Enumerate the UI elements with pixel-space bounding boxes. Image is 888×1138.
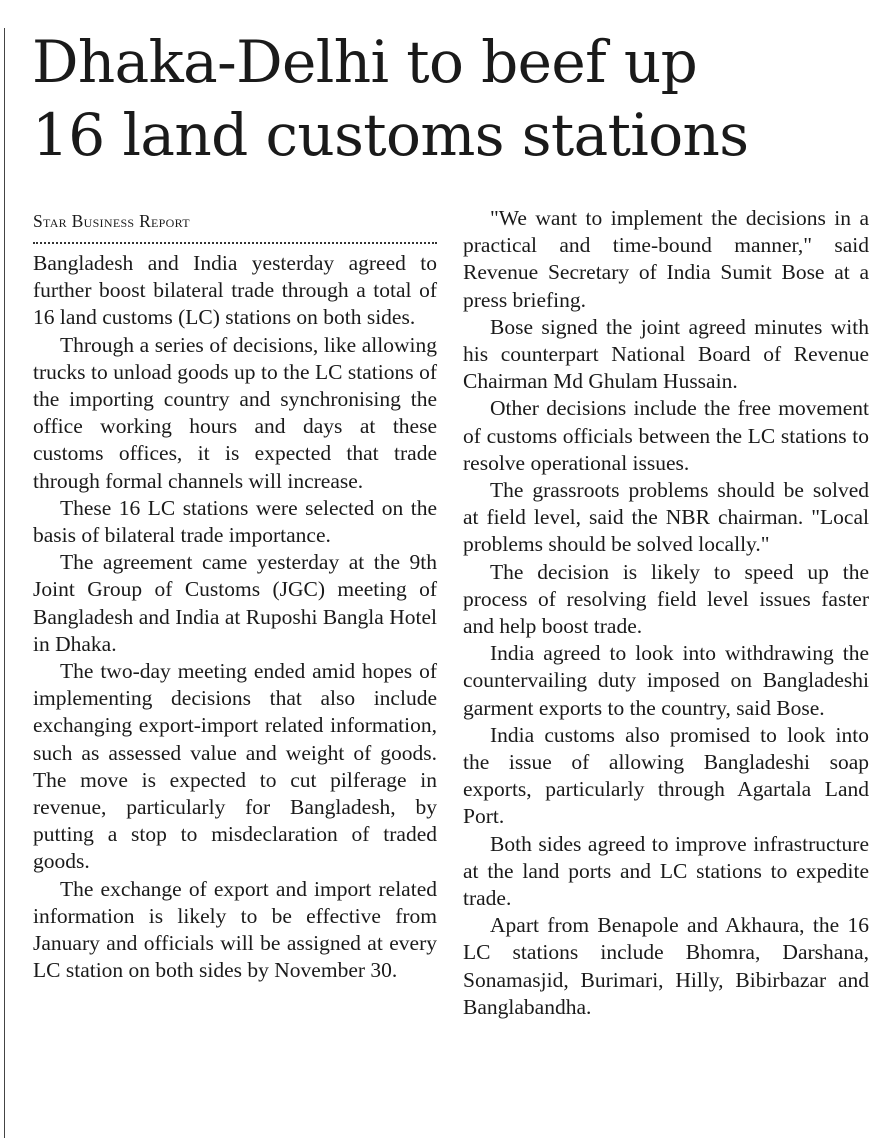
paragraph: The grassroots problems should be solved at field level, said the NBR chairman. "Local problems should be solved locally." bbox=[463, 478, 869, 557]
paragraph: Bangladesh and India yesterday agreed to further boost bilateral trade through a total of 16 land customs (LC) stations on both sides. bbox=[33, 251, 437, 330]
paragraph: Bose signed the joint agreed minutes with his counterpart National Board of Revenue Chairman Md Ghulam Hussain. bbox=[463, 314, 869, 394]
headline-line-1: Dhaka-Delhi to beef up bbox=[32, 28, 698, 96]
paragraph: India customs also promised to look into the issue of allowing Bangladeshi soap exports, particularly through Agartala Land Port. bbox=[463, 722, 869, 829]
byline: Star Business Report bbox=[33, 211, 190, 231]
headline bbox=[32, 26, 872, 172]
paragraph: India agreed to look into withdrawing the countervailing duty imposed on Bangladeshi garment exports to the country, said Bose. bbox=[463, 641, 869, 720]
paragraph: The two-day meeting ended amid hopes of implementing decisions that also include exchanging export-import related information, such as assessed value and weight of goods. The move is expected to cut pilferage in revenue, particularly for Bangladesh, by putting a stop to misdeclaration of traded goods. bbox=[33, 659, 437, 874]
paragraph: These 16 LC stations were selected on the basis of bilateral trade importance. bbox=[33, 495, 437, 548]
left-column bbox=[33, 208, 437, 984]
paragraph: Both sides agreed to improve infrastructure at the land ports and LC stations to expedite trade. bbox=[463, 831, 869, 911]
right-column bbox=[463, 205, 869, 1021]
paragraph: The exchange of export and import related information is likely to be effective from January and officials will be assigned at every LC station on both sides by November 30. bbox=[33, 876, 437, 983]
paragraph: The decision is likely to speed up the process of resolving field level issues faster and help boost trade. bbox=[463, 559, 869, 639]
paragraph: Other decisions include the free movement of customs officials between the LC stations to resolve operational issues. bbox=[463, 396, 869, 475]
paragraph: Apart from Benapole and Akhaura, the 16 LC stations include Bhomra, Darshana, Sonamasjid, Burimari, Hilly, Bibirbazar and Banglabandha. bbox=[463, 913, 869, 1019]
paragraph: "We want to implement the decisions in a practical and time-bound manner," said Revenue Secretary of India Sumit Bose at a press briefing. bbox=[463, 206, 869, 312]
column-rule bbox=[4, 28, 5, 1138]
paragraph: The agreement came yesterday at the 9th Joint Group of Customs (JGC) meeting of Bangladesh and India at Ruposhi Bangla Hotel in Dhaka. bbox=[33, 550, 437, 656]
byline-divider bbox=[33, 242, 437, 246]
paragraph: Through a series of decisions, like allowing trucks to unload goods up to the LC stations of the importing country and synchronising the office working hours and days at these customs offices, it is expected that trade through formal channels will increase. bbox=[33, 332, 437, 493]
headline-line-2: 16 land customs stations bbox=[32, 101, 749, 169]
